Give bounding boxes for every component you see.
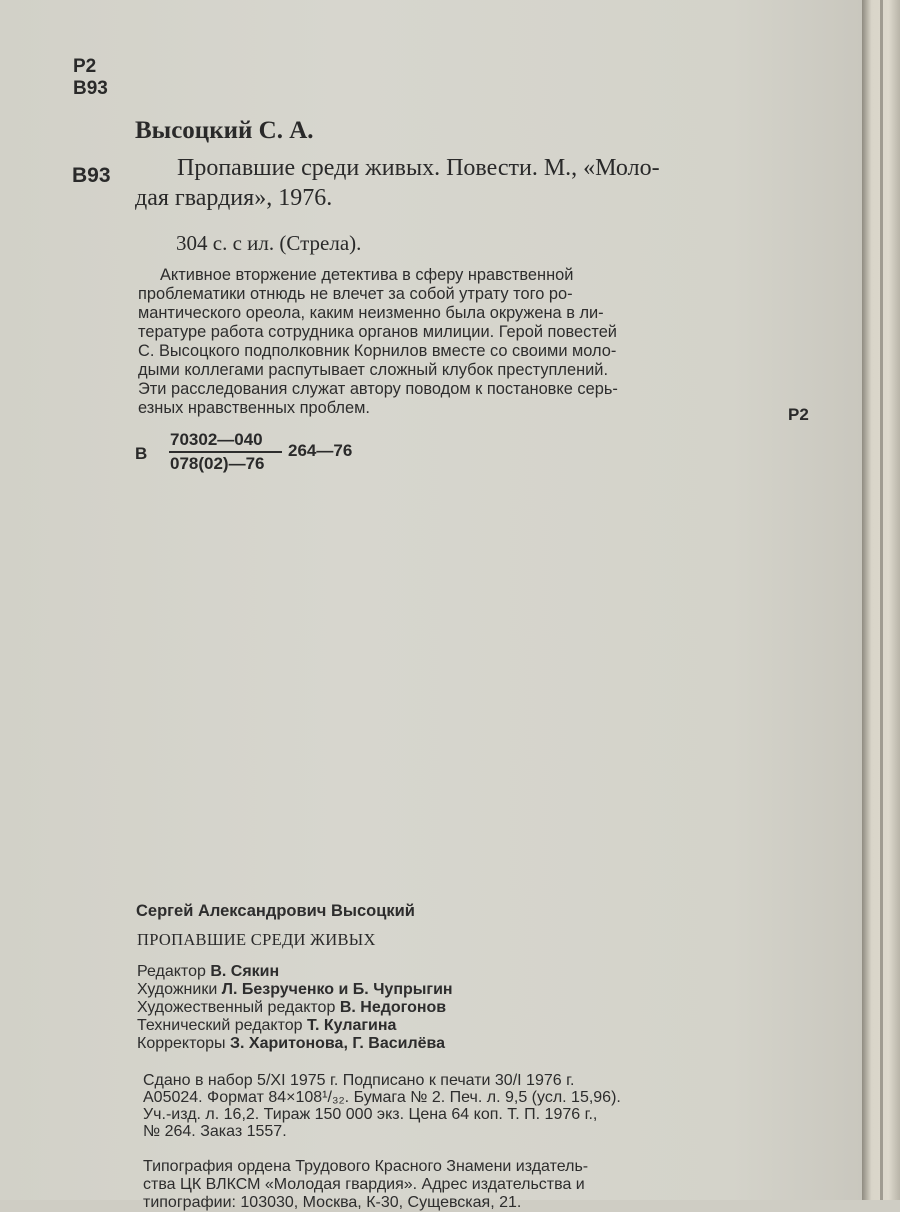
staff-line: Художники Л. Безрученко и Б. Чупрыгин bbox=[137, 981, 453, 998]
annotation-line: Активное вторжение детектива в сферу нравственной bbox=[160, 266, 574, 284]
print-line: Типография ордена Трудового Красного Знамени издатель- bbox=[143, 1158, 589, 1175]
annotation-line: тературе работа сотрудника органов милиции. Герой повестей bbox=[138, 323, 617, 341]
bbk-index: Р2 bbox=[73, 56, 97, 77]
pages-line: 304 с. с ил. (Стрела). bbox=[176, 231, 362, 255]
annotation-line: Эти расследования служат автору поводом к постановке серь- bbox=[138, 380, 618, 398]
staff-line: Технический редактор Т. Кулагина bbox=[137, 1017, 397, 1034]
tech-line: № 264. Заказ 1557. bbox=[143, 1123, 287, 1140]
annotation-line: дыми коллегами распутывает сложный клубок преступлений. bbox=[138, 361, 609, 379]
code-numerator: 70302—040 bbox=[170, 430, 263, 449]
tech-line: Сдано в набор 5/XI 1975 г. Подписано к печати 30/I 1976 г. bbox=[143, 1072, 575, 1089]
print-line: ства ЦК ВЛКСМ «Молодая гвардия». Адрес издательства и bbox=[143, 1176, 585, 1193]
annotation-line: проблематики отнюдь не влечет за собой утрату того ро- bbox=[138, 285, 573, 303]
annotation-line: езных нравственных проблем. bbox=[138, 399, 370, 417]
staff-line: Художественный редактор В. Недогонов bbox=[137, 999, 447, 1016]
annotation-line: мантического ореола, каким неизменно была окружена в ли- bbox=[138, 304, 604, 322]
author-mark-left: В93 bbox=[72, 164, 111, 187]
title-line-1: Пропавшие среди живых. Повести. М., «Моло- bbox=[177, 155, 660, 181]
print-line: типографии: 103030, Москва, К-30, Сущевская, 21. bbox=[143, 1194, 522, 1211]
staff-line: Редактор В. Сякин bbox=[137, 963, 280, 980]
bbk-right: Р2 bbox=[788, 405, 809, 424]
tech-line: Уч.-изд. л. 16,2. Тираж 150 000 экз. Цена 64 коп. Т. П. 1976 г., bbox=[143, 1106, 598, 1123]
title-line-2: дая гвардия», 1976. bbox=[135, 185, 333, 211]
code-denominator: 078(02)—76 bbox=[170, 454, 265, 473]
author-mark: В93 bbox=[73, 78, 108, 99]
fraction-bar bbox=[169, 451, 282, 453]
author-heading: Высоцкий С. А. bbox=[135, 117, 314, 144]
page-edge-line bbox=[880, 0, 883, 1200]
tech-line: А05024. Формат 84×108¹/₃₂. Бумага № 2. Печ. л. 9,5 (усл. 15,96). bbox=[143, 1089, 621, 1106]
code-suffix: 264—76 bbox=[288, 441, 353, 460]
imprint-full-name: Сергей Александрович Высоцкий bbox=[136, 902, 415, 920]
code-letter: В bbox=[135, 444, 148, 463]
imprint-book-title: ПРОПАВШИЕ СРЕДИ ЖИВЫХ bbox=[137, 930, 376, 949]
annotation-line: С. Высоцкого подполковник Корнилов вместе со своими моло- bbox=[138, 342, 617, 360]
staff-line: Корректоры З. Харитонова, Г. Василёва bbox=[137, 1035, 446, 1052]
